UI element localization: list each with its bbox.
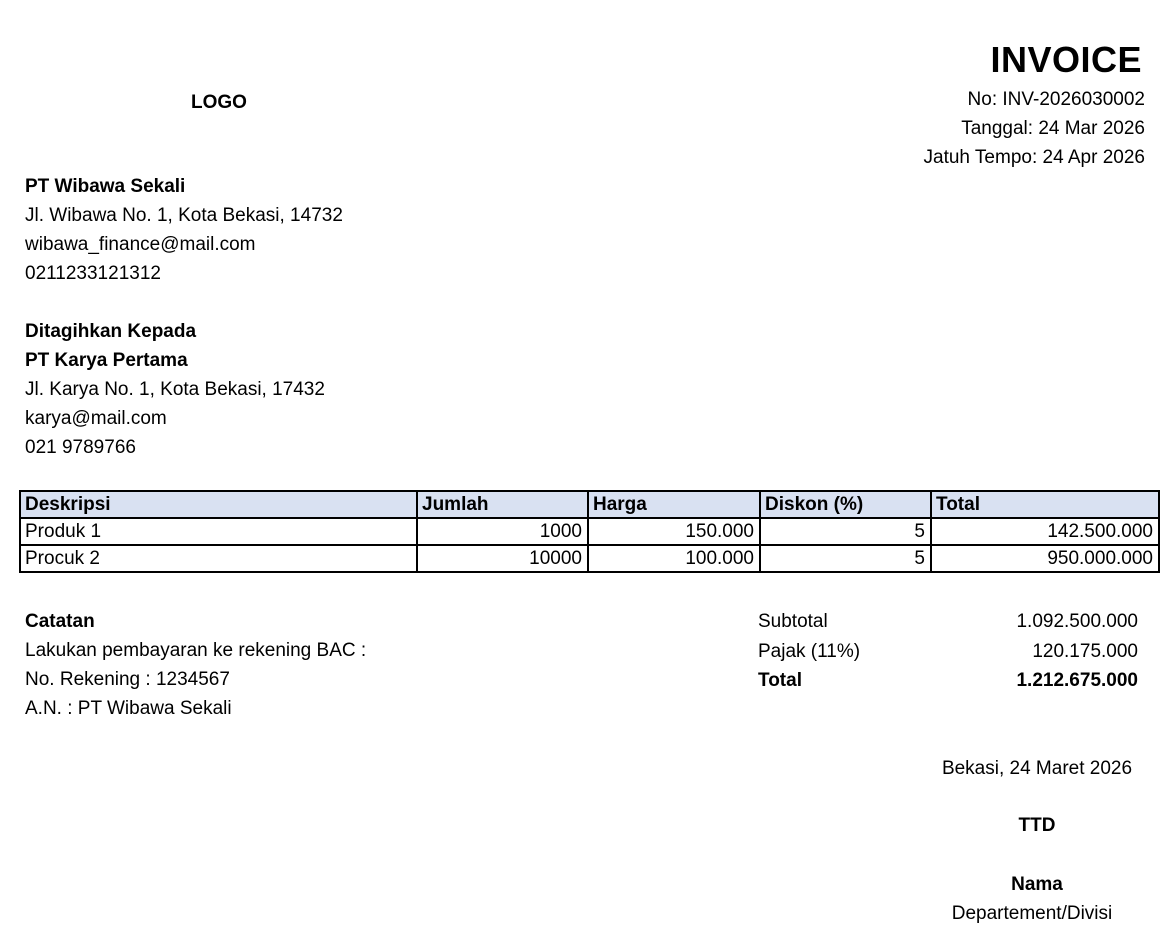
- bill-to-address: Jl. Karya No. 1, Kota Bekasi, 17432: [25, 379, 325, 400]
- notes-account-number: No. Rekening : 1234567: [25, 669, 230, 690]
- bill-to-heading: Ditagihkan Kepada: [25, 321, 197, 342]
- seller-email: wibawa_finance@mail.com: [25, 234, 256, 255]
- table-row: [20, 518, 1159, 545]
- table-row: [20, 545, 1159, 572]
- cell-jumlah: 1000: [417, 518, 588, 545]
- invoice-date: Tanggal: 24 Mar 2026: [961, 118, 1145, 139]
- tax-label: Pajak (11%): [758, 641, 861, 662]
- column-header-jumlah: Jumlah: [417, 491, 588, 518]
- cell-deskripsi: Produk 1: [20, 518, 417, 545]
- cell-diskon: 5: [760, 545, 931, 572]
- notes-account-name: A.N. : PT Wibawa Sekali: [25, 698, 232, 719]
- cell-jumlah: 10000: [417, 545, 588, 572]
- signature-place-date: Bekasi, 24 Maret 2026: [941, 758, 1133, 779]
- invoice-title: INVOICE: [990, 39, 1142, 80]
- cell-harga: 150.000: [588, 518, 760, 545]
- column-header-diskon: Diskon (%): [760, 491, 931, 518]
- notes-section: [25, 607, 366, 723]
- notes-payment-instruction: Lakukan pembayaran ke rekening BAC :: [25, 640, 367, 661]
- signatory-department: Departement/Divisi: [951, 903, 1113, 924]
- cell-total: 142.500.000: [931, 518, 1159, 545]
- cell-total: 950.000.000: [931, 545, 1159, 572]
- grand-total-value: 1.212.675.000: [1016, 670, 1138, 691]
- bill-to-info: [25, 317, 325, 462]
- column-header-total: Total: [931, 491, 1159, 518]
- invoice-number: No: INV-2026030002: [967, 89, 1145, 110]
- subtotal-value: 1.092.500.000: [1016, 611, 1138, 632]
- grand-total-label: Total: [758, 670, 802, 691]
- cell-deskripsi: Procuk 2: [20, 545, 417, 572]
- signature-placeholder: TTD: [1018, 815, 1056, 836]
- seller-info: [25, 172, 343, 288]
- tax-value: 120.175.000: [1032, 641, 1138, 662]
- seller-name: PT Wibawa Sekali: [25, 176, 186, 197]
- bill-to-phone: 021 9789766: [25, 437, 136, 458]
- bill-to-name: PT Karya Pertama: [25, 350, 188, 371]
- logo-placeholder: LOGO: [191, 92, 247, 113]
- column-header-harga: Harga: [588, 491, 760, 518]
- cell-harga: 100.000: [588, 545, 760, 572]
- cell-diskon: 5: [760, 518, 931, 545]
- notes-heading: Catatan: [25, 611, 95, 632]
- subtotal-label: Subtotal: [758, 611, 828, 632]
- items-table: [19, 490, 1160, 573]
- column-header-deskripsi: Deskripsi: [20, 491, 417, 518]
- table-header-row: [20, 491, 1159, 518]
- seller-phone: 0211233121312: [25, 263, 161, 284]
- bill-to-email: karya@mail.com: [25, 408, 167, 429]
- signatory-name: Nama: [1011, 874, 1063, 895]
- invoice-due-date: Jatuh Tempo: 24 Apr 2026: [923, 147, 1145, 168]
- seller-address: Jl. Wibawa No. 1, Kota Bekasi, 14732: [25, 205, 343, 226]
